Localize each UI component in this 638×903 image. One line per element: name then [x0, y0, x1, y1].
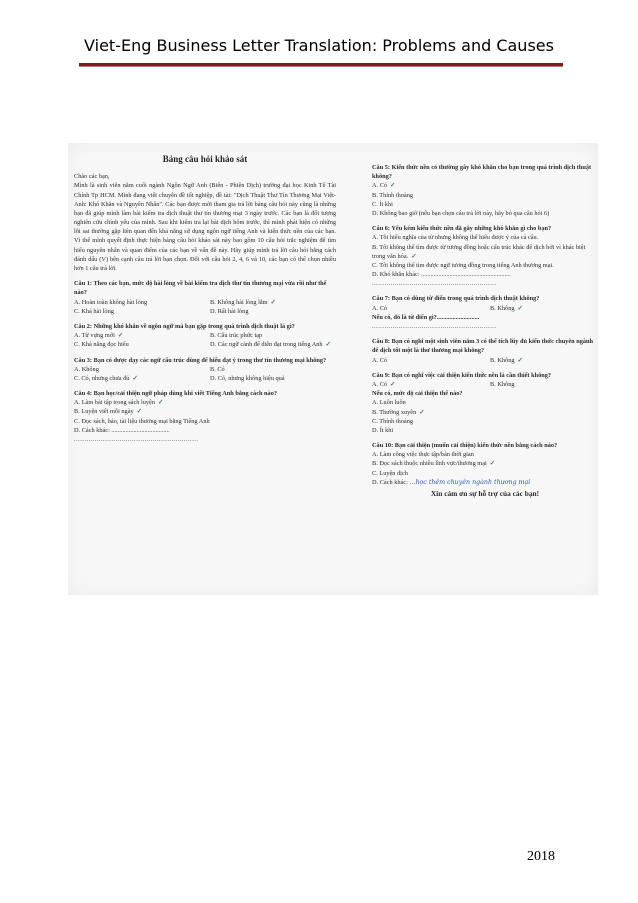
- answer-option: [372, 408, 598, 417]
- answer-option: [372, 380, 480, 389]
- survey-intro: Mình là sinh viên năm cuối ngành Ngôn Ngữ Anh (Biên - Phiên Dịch) trường đại học Kinh Tế Tài Chính Tp HCM. Mình đang viết chuyên đề tốt nghiệp, đề tài: "Dịch Thuật Thư Tín Thương Mại Việt-Anh: Khó Khăn và Nguyên Nhân". Các bạn được mời tham gia trả lời bảng câu hỏi này cũng là những bạn đã giúp mình làm bài kiểm tra dịch thuật thư tín thương mại 3 ngày trước. Các bạn là đối tượng nghiên cứu chính yếu của mình. Sau khi kiểm tra lại bài dịch hôm trước, thì mình phát hiện có những lỗi sai thường gặp liên quan đến khả năng sử dụng ngôn ngữ tiếng Anh và kiến thức nền của các bạn. Vì thế mình quyết định thực hiện bảng câu hỏi khảo sát này bao gồm 10 câu hỏi trắc nghiệm để tìm hiểu nguyên nhân và quan điểm của các bạn về vấn đề này. Hãy giúp mình trả lời câu hỏi bằng cách đánh dấu (V) bên cạnh câu trả lời bạn chọn. Đối với câu hỏi 2, 4, 6 và 10, các bạn có thể chọn nhiều hơn 1 câu trả lời.: [74, 182, 336, 272]
- answer-option-text: B. Không: [490, 356, 515, 364]
- answer-option: [372, 200, 598, 209]
- answer-option: [372, 270, 598, 279]
- answer-option-text: B. Thường xuyên: [372, 408, 417, 416]
- question-text: Câu 5: Kiến thức nền có thường gây khó khăn cho bạn trong quá trình dịch thuật không?: [372, 164, 592, 181]
- answer-options: [372, 356, 598, 365]
- answer-option: [74, 340, 200, 349]
- other-answer-label: D. Cách khác:: [372, 478, 408, 486]
- survey-question: [372, 294, 598, 331]
- answer-option: [372, 304, 480, 313]
- answer-option: [74, 374, 200, 383]
- answer-option: [210, 340, 336, 349]
- answer-option-text: B. Tôi không thể tìm được từ tương đồng hoặc cấu trúc khác để dịch bởi vì khác biệt trong văn hóa.: [372, 243, 586, 260]
- answer-option: [74, 365, 200, 374]
- answer-option: [74, 331, 200, 340]
- checkmark-icon: ✓: [270, 298, 276, 306]
- question-text: Câu 10: Bạn cải thiện (muốn cải thiện) kiến thức nền bằng cách nào?: [372, 442, 558, 450]
- answer-option-text: D. Có, nhưng không hiệu quả: [210, 374, 285, 382]
- answer-option-text: C. Khả năng đọc hiểu: [74, 341, 129, 349]
- answer-option-text: D. Cách khác: .....................................: [74, 426, 170, 434]
- answer-option: [490, 380, 598, 389]
- question-text: Câu 7: Bạn có dùng từ điển trong quá trình dịch thuật không?: [372, 295, 540, 303]
- answer-option: [74, 426, 336, 435]
- answer-option-text: C. Khá hài lòng: [74, 307, 114, 315]
- checkmark-icon: ✓: [136, 408, 142, 416]
- answer-option-text: C. Thỉnh thoảng: [372, 417, 413, 425]
- answer-option: [74, 417, 336, 426]
- answer-option-text: C. Đọc sách, báo, tài liệu thương mại bằng Tiếng Anh: [74, 417, 210, 425]
- survey-question: [74, 389, 336, 444]
- answer-option: [372, 191, 598, 200]
- answer-option-text: A. Luôn luôn: [372, 399, 406, 407]
- survey-right-column: [372, 157, 598, 500]
- checkmark-icon: ✓: [157, 399, 164, 407]
- answer-option-text: B. Không: [490, 304, 515, 312]
- answer-option-text: D. Khó khăn khác: .........................................................: [372, 271, 511, 279]
- checkmark-icon: ✓: [390, 182, 396, 190]
- answer-option-text: B. Không: [490, 380, 515, 388]
- answer-option: [210, 307, 336, 316]
- answer-option: [372, 398, 598, 407]
- scanned-survey: [68, 143, 598, 595]
- answer-option-text: A. Có: [372, 380, 388, 388]
- answer-options: [74, 398, 336, 435]
- left-questions: [74, 279, 336, 444]
- answer-option: [74, 298, 200, 307]
- survey-title: Bảng câu hỏi khảo sát: [162, 154, 248, 164]
- survey-question: [372, 371, 598, 435]
- survey-question: [372, 224, 598, 288]
- answer-option-text: B. Đọc sách thuộc nhiều lĩnh vực/thương mại: [372, 460, 487, 468]
- answer-option: [372, 459, 598, 468]
- survey-question: [372, 441, 598, 487]
- answer-option-text: C. Có, nhưng chưa đủ: [74, 374, 130, 382]
- answer-options: [372, 450, 598, 478]
- answer-option-text: B. Thỉnh thoảng: [372, 191, 413, 199]
- answer-option: [210, 374, 336, 383]
- answer-option-text: A. Từ vựng mới: [74, 332, 115, 340]
- answer-option: [372, 356, 480, 365]
- blank-line: ............................................................: [74, 436, 199, 443]
- follow-up-question: Nếu có, đó là từ điển gì?...........................: [372, 313, 480, 321]
- answer-option: [372, 469, 598, 478]
- answer-option-text: B. Luyện viết mỗi ngày: [74, 408, 134, 416]
- survey-greeting: Chào các bạn,: [74, 173, 110, 181]
- answer-option: [372, 209, 598, 218]
- answer-options: [372, 233, 598, 279]
- answer-option: [210, 365, 336, 374]
- question-text: Câu 9: Bạn có nghĩ việc cải thiện kiến thức nền là cần thiết không?: [372, 371, 552, 379]
- blank-line: ............................................................: [372, 280, 497, 288]
- answer-option-text: B. Có: [210, 365, 225, 373]
- answer-option-text: D. Rất hài lòng: [210, 307, 249, 315]
- question-text: Câu 4: Bạn học/cải thiện ngữ pháp dùng khi viết Tiếng Anh bằng cách nào?: [74, 390, 278, 398]
- checkmark-icon: ✓: [411, 252, 417, 260]
- blank-line: ............................................................: [372, 323, 497, 330]
- survey-thanks: Xin cảm ơn sự hỗ trợ của các bạn!: [430, 489, 540, 498]
- answer-option: [490, 356, 598, 365]
- answer-option-text: A. Có: [372, 182, 388, 190]
- answer-options: [74, 365, 336, 383]
- answer-option-text: D. Không bao giờ (nếu bạn chọn câu trả lời này, hãy bỏ qua câu hỏi 6): [372, 209, 550, 217]
- header-divider: [79, 63, 563, 67]
- answer-option-text: C. Luyện dịch: [372, 469, 408, 477]
- survey-left-column: [74, 153, 336, 444]
- answer-option-text: B. Cấu trúc phức tạp: [210, 332, 263, 340]
- survey-question: [372, 337, 598, 365]
- answer-options: [74, 331, 336, 349]
- answer-option-text: A. Làm công việc thực tập/bán thời gian: [372, 451, 474, 459]
- answer-option-text: C. Tôi không thể tìm được ngữ tương đồng trong tiếng Anh thương mại.: [372, 261, 554, 269]
- checkmark-icon: ✓: [132, 374, 138, 382]
- answer-option-text: A. Tôi hiểu nghĩa của từ nhưng không thể hiểu được ý của cả câu.: [372, 234, 539, 242]
- answer-option: [210, 298, 336, 307]
- checkmark-icon: ✓: [419, 408, 425, 416]
- answer-options: [372, 181, 598, 218]
- question-text: Câu 3: Bạn có được dạy các ngữ cấu trúc dùng để hiểu đạt ý trong thư tín thương mại không?: [74, 356, 327, 364]
- checkmark-icon: ✓: [325, 341, 331, 349]
- page-number: 2018: [527, 849, 555, 864]
- other-answer: [372, 478, 598, 487]
- question-text: Câu 1: Theo các bạn, mức độ hài lòng về bài kiểm tra dịch thư tín thương mại vừa rồi như thế nào?: [74, 280, 327, 297]
- survey-question: [372, 163, 598, 218]
- answer-option-text: A. Có: [372, 356, 388, 364]
- answer-options: [74, 298, 336, 316]
- checkmark-icon: ✓: [517, 304, 523, 312]
- checkmark-icon: ✓: [390, 380, 396, 388]
- answer-option: [372, 181, 598, 190]
- handwritten-answer: ...học thêm chuyên ngành thương mại: [409, 478, 531, 486]
- answer-option: [372, 426, 598, 435]
- answer-option: [372, 243, 598, 261]
- answer-options: [372, 304, 598, 313]
- checkmark-icon: ✓: [117, 332, 124, 340]
- question-text: Câu 6: Yếu kém kiến thức nền đã gây những khó khăn gì cho bạn?: [372, 225, 552, 233]
- page-header-title: Viet-Eng Business Letter Translation: Problems and Causes: [84, 36, 554, 55]
- answer-option-text: A. Có: [372, 304, 388, 312]
- answer-option-text: C. Ít khi: [372, 200, 393, 208]
- right-questions: [372, 163, 598, 487]
- answer-options: [372, 380, 598, 389]
- survey-question: [74, 279, 336, 316]
- answer-option: [74, 398, 336, 407]
- answer-option: [372, 450, 598, 459]
- answer-option: [372, 261, 598, 270]
- question-text: Câu 8: Bạn có nghĩ một sinh viên năm 3 có thể tích lũy đủ kiến thức chuyên ngành để dịch tốt một là thư thương mại không?: [372, 338, 594, 355]
- answer-option: [210, 331, 336, 340]
- answer-option-text: A. Hoàn toàn không hài lòng: [74, 298, 148, 306]
- answer-option-text: D. Các ngữ cảnh để diễn đạt trong tiếng Anh: [210, 341, 323, 349]
- answer-option: [74, 307, 200, 316]
- answer-option: [372, 233, 598, 242]
- answer-option: [74, 407, 336, 416]
- answer-option-text: B. Không hài lòng lắm: [210, 298, 268, 306]
- survey-question: [74, 356, 336, 384]
- answer-options: [372, 398, 598, 435]
- checkmark-icon: ✓: [517, 356, 523, 364]
- answer-option-text: A. Làm bài tập trong sách luyện: [74, 399, 155, 407]
- answer-option: [490, 304, 598, 313]
- checkmark-icon: ✓: [489, 460, 496, 468]
- survey-question: [74, 322, 336, 350]
- follow-up-question: Nếu có, mức độ cải thiện thế nào?: [372, 390, 463, 398]
- answer-option: [372, 417, 598, 426]
- question-text: Câu 2: Những khó khăn về ngôn ngữ mà bạn gặp trong quá trình dịch thuật là gì?: [74, 322, 295, 330]
- answer-option-text: D. Ít khi: [372, 426, 394, 434]
- answer-option-text: A. Không: [74, 365, 99, 373]
